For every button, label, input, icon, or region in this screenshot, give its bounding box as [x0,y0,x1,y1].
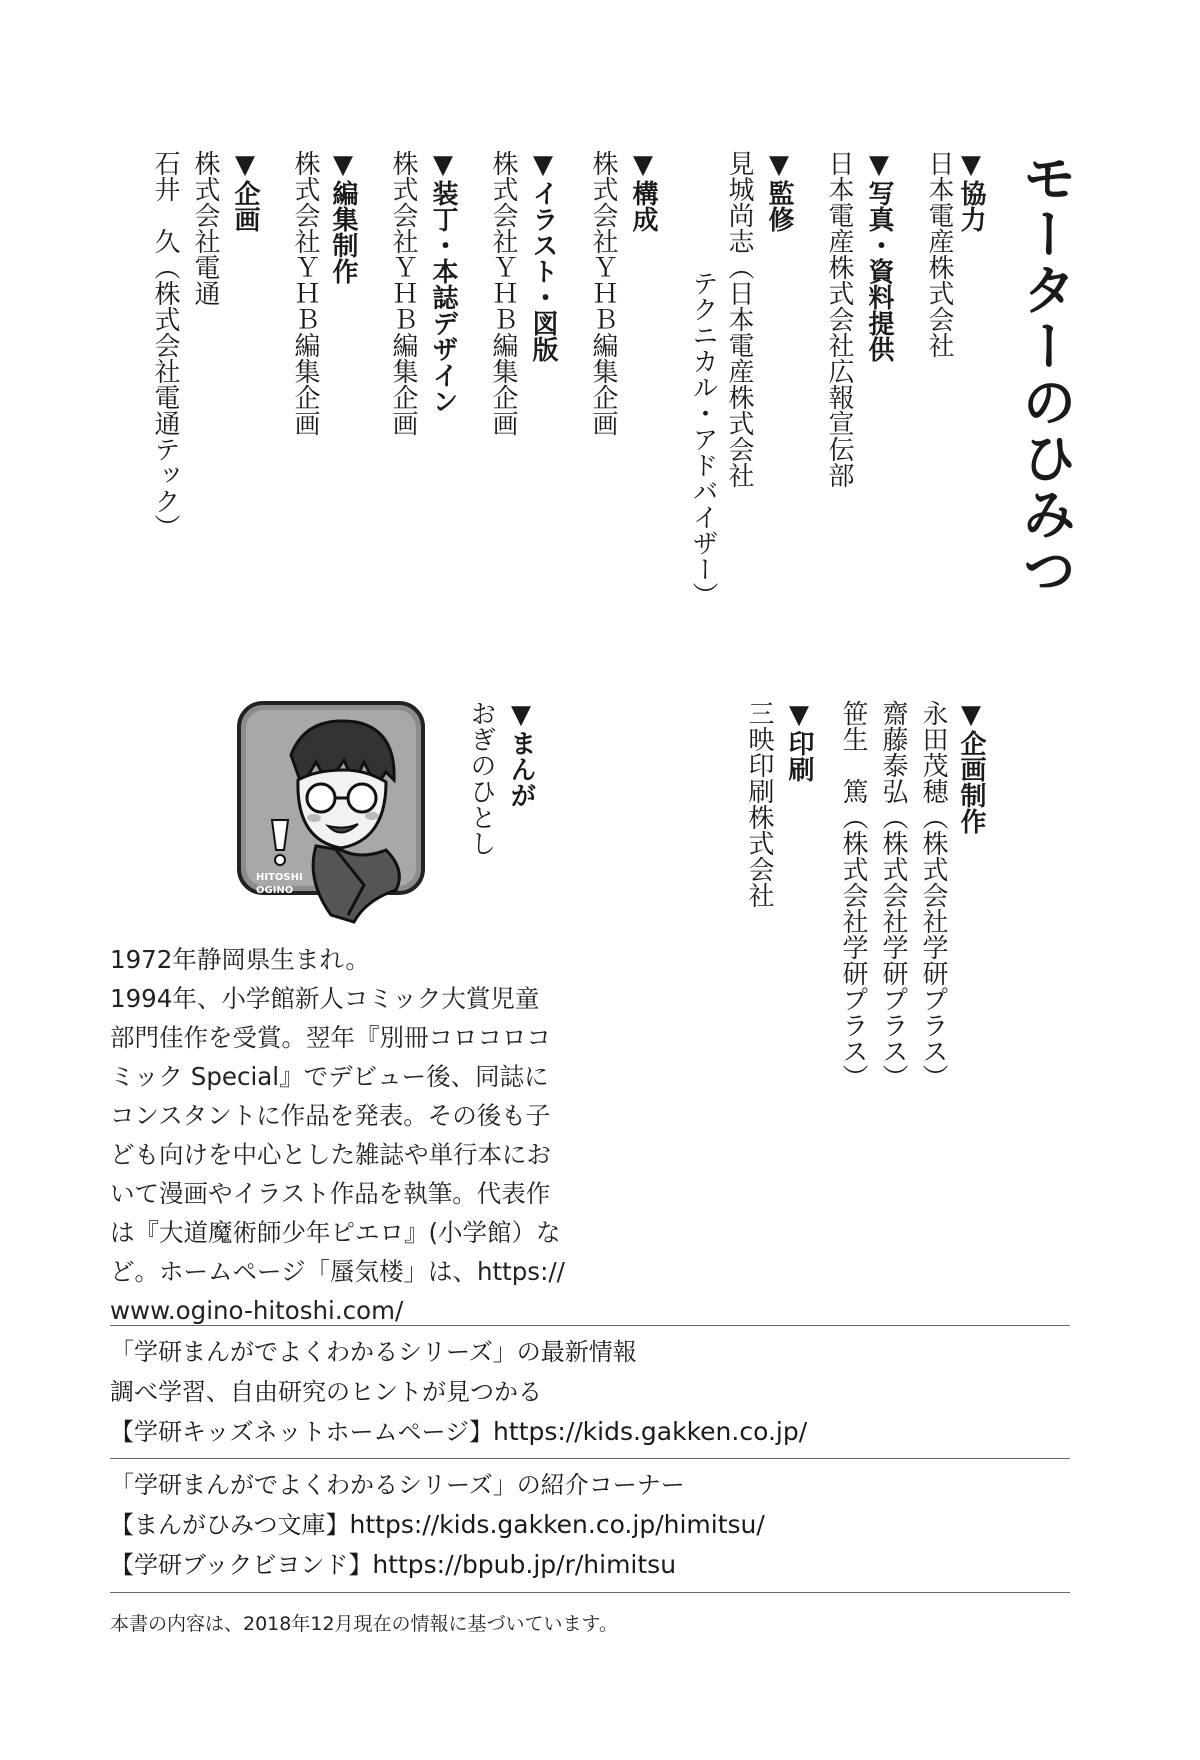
series-latest-info [110,1332,807,1452]
bio-line: いて漫画やイラスト作品を執筆。代表作 [110,1179,551,1208]
divider [110,1325,1070,1326]
credit-heading-henshu: ▼編集制作 [328,150,358,284]
credit-kanshu-line1: 見城尚志（日本電産株式会社 [724,150,754,488]
link-label: 【まんがひみつ文庫】 [110,1511,350,1539]
series-intro-info [110,1465,765,1585]
credit-heading-illust: ▼イラスト・図版 [528,150,558,362]
info-subheading: 調べ学習、自由研究のヒントが見つかる [110,1378,542,1406]
credit-kyoryoku-line: 日本電産株式会社 [924,150,954,358]
book-title: モーターのひみつ [1014,150,1077,598]
bio-line: 1972年静岡県生まれ。 [110,945,370,974]
credit-heading-kanshu: ▼監修 [764,150,794,232]
portrait-badge-name1: HITOSHI [256,872,303,883]
credit-heading-manga: ▼まんが [506,700,536,808]
bio-line: www.ogino-hitoshi.com/ [110,1296,404,1325]
credit-kikaku-line2: 石井 久（株式会社電通テック） [150,150,180,540]
divider [110,1592,1070,1593]
credit-kikakuseisaku-line2: 齋藤泰弘（株式会社学研プラス） [878,700,908,1090]
credit-shashin-line: 日本電産株式会社広報宣伝部 [824,150,854,488]
author-portrait [236,700,426,930]
info-link-row [110,1412,807,1452]
bio-line: は『大道魔術師少年ピエロ』(小学館）な [110,1218,561,1247]
book-beyond-link[interactable]: https://bpub.jp/r/himitsu [372,1550,677,1579]
author-bio [110,940,565,1330]
credit-illust-line: 株式会社ＹＨＢ編集企画 [488,150,518,436]
credit-heading-kikaku: ▼企画 [230,150,260,232]
credit-heading-kousei: ▼構成 [628,150,658,232]
credit-heading-kyoryoku: ▼協力 [956,150,986,232]
link-label: 【学研キッズネットホームページ】 [110,1418,494,1446]
bio-line: ども向けを中心とした雑誌や単行本にお [110,1140,551,1169]
info-link-row [110,1545,765,1585]
credit-kikakuseisaku-line3: 笹生 篤（株式会社学研プラス） [838,700,868,1090]
link-label: 【学研ブックビヨンド】 [110,1551,373,1579]
bio-line: コンスタントに作品を発表。その後も子 [110,1101,551,1130]
info-link-row [110,1505,765,1545]
bio-line: 1994年、小学館新人コミック大賞児童 [110,984,540,1013]
credit-soutei-line: 株式会社ＹＨＢ編集企画 [388,150,418,436]
credit-kanshu-line2: テクニカル・アドバイザー） [688,270,718,608]
credit-kousei-line: 株式会社ＹＨＢ編集企画 [588,150,618,436]
credit-heading-shashin: ▼写真・資料提供 [864,150,894,362]
credit-insatsu-line: 三映印刷株式会社 [744,700,774,908]
credit-henshu-line: 株式会社ＹＨＢ編集企画 [290,150,320,436]
bio-line: 部門佳作を受賞。翌年『別冊コロコロコ [110,1023,551,1052]
credit-kikakuseisaku-line1: 永田茂穂（株式会社学研プラス） [918,700,948,1090]
credit-heading-insatsu: ▼印刷 [784,700,814,782]
credit-heading-kikakuseisaku: ▼企画制作 [956,700,986,834]
kids-net-link[interactable]: https://kids.gakken.co.jp/ [493,1417,808,1446]
bio-line: ど。ホームページ「蜃気楼」は、https:// [110,1257,565,1286]
divider [110,1458,1070,1459]
info-heading: 「学研まんがでよくわかるシリーズ」の最新情報 [110,1338,637,1366]
credit-heading-soutei: ▼装丁・本誌デザイン [428,150,458,414]
credit-manga-line: おぎのひとし [466,700,496,856]
portrait-badge-name2: OGINO [256,885,294,896]
footnote: 本書の内容は、2018年12月現在の情報に基づいています。 [110,1613,619,1635]
credit-kikaku-line1: 株式会社電通 [190,150,220,306]
info-heading: 「学研まんがでよくわかるシリーズ」の紹介コーナー [110,1471,685,1499]
himitsu-bunko-link[interactable]: https://kids.gakken.co.jp/himitsu/ [349,1510,765,1539]
bio-line: ミック Special』でデビュー後、同誌に [110,1062,549,1091]
